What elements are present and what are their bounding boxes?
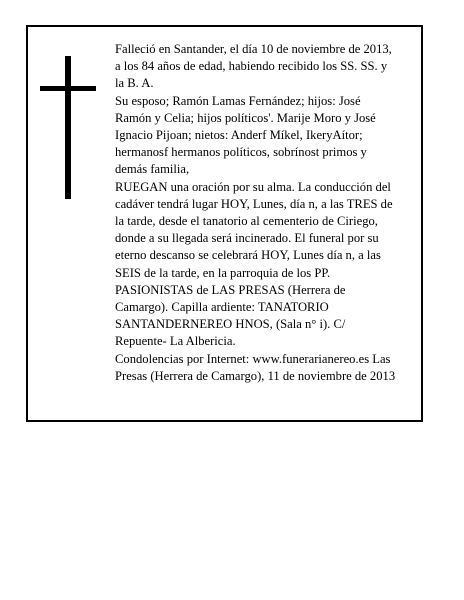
notice-line: SANTANDERNEREO HNOS, (Sala n° i). C/ [115,317,346,332]
obituary-notice [26,25,423,422]
notice-line: cadáver tendrá lugar HOY, Lunes, día n, a las TRES de [115,196,393,211]
notice-line: eterno descanso se celebrará HOY, Lunes día n, a las [115,248,381,263]
notice-line: Ignacio Pijoan; nietos: Anderf Míkel, IkeryAítor; [115,128,363,143]
notice-line: Presas (Herrera de Camargo), 11 de noviembre de 2013 [115,368,396,383]
cross-horizontal-bar [40,86,96,91]
notice-line: PASIONISTAS de LAS PRESAS (Herrera de [115,282,346,297]
notice-line: Camargo). Capilla ardiente: TANATORIO [115,300,329,315]
latin-cross-icon [40,56,96,199]
notice-line: a los 84 años de edad, habiendo recibido los SS. SS. y [115,59,388,74]
notice-line: Repuente- La Albericia. [115,334,236,349]
notice-line: Falleció en Santander, el día 10 de noviembre de 2013, [115,42,392,56]
notice-line: RUEGAN una oración por su alma. La conducción del [115,179,391,194]
notice-line: la B. A. [115,76,154,91]
notice-line: Ramón y Celia; hijos políticos'. Marije Moro y José [115,110,376,125]
notice-line: la tarde, desde el tanatorio al cementerio de Ciriego, [115,214,378,229]
notice-text-block [115,41,423,385]
notice-line: SEIS de la tarde, en la parroquia de los PP. [115,265,331,280]
notice-line: Condolencias por Internet: www.funerarianereo.es Las [115,351,391,366]
notice-line: demás familia, [115,162,190,177]
notice-line: hermanosf hermanos políticos, sobrínost primos y [115,145,367,160]
notice-line: Su esposo; Ramón Lamas Fernández; hijos: José [115,93,361,108]
cross-vertical-bar [65,56,71,199]
notice-line: donde a su llegada será incinerado. El funeral por su [115,231,379,246]
